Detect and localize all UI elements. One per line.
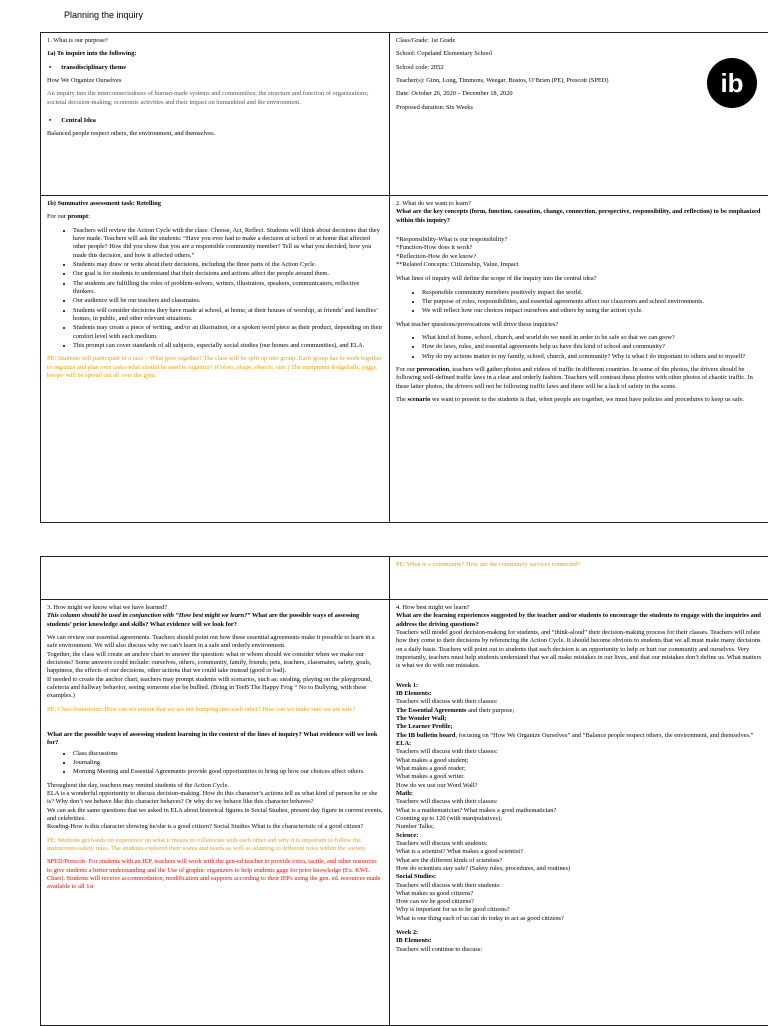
know-p4: Throughout the day, teachers may remind students of the Action Cycle. bbox=[47, 781, 230, 789]
learn-heading: 2. What do we want to learn? bbox=[396, 200, 471, 207]
bulletin-line: The IB bulletin board, focusing on “How We Organize Ourselves” and “Balance people respect others, the environment, and themselves.” bbox=[396, 731, 754, 739]
summative-heading: 1b) Summative assessment task: Retelling bbox=[47, 200, 161, 207]
prompt-line: For our prompt: bbox=[47, 213, 90, 221]
key-concepts-question: What are the key concepts (form, function, causation, change, connection, perspective, responsibility, and reflection) to be emphasized within this inquiry? bbox=[396, 208, 761, 224]
grade-info: Class/Grade: 1st Grade bbox=[396, 37, 456, 44]
scenario-paragraph: The scenario we want to present to the students is that, when people are together, we must have policies and procedures to keep us safe. bbox=[396, 395, 745, 403]
know-p6: We can ask the same questions that we asked in ELA about historical figures in Social Studies, present day figure in current events, and celebrities. bbox=[47, 806, 383, 822]
school-code: School code: 2052 bbox=[396, 63, 444, 71]
list-item: What is one thing each of us can do today to act as good citizens? bbox=[396, 914, 564, 922]
list-item: • Journaling bbox=[73, 759, 383, 767]
list-item: • Students will consider decisions they have made at school, at home, at their houses of worship, at friends’ and families’ homes, in public, and other relevant situations. bbox=[73, 307, 383, 324]
pe-community-note: PE: What is a community? How are the community services connected? bbox=[396, 561, 581, 568]
central-idea: Balanced people respect others, the environment, and themselves. bbox=[47, 130, 216, 138]
date-info: Date: October 26, 2020 – December 18, 2020 bbox=[396, 90, 513, 98]
pe-brainstorm-note: PE: Class brainstorm: How can we ensure that we are not bumping into each other? How can we make sure we are safe? bbox=[47, 705, 356, 713]
list-item: • Why do my actions matter to my family, school, church, and community? Why is what I do important to others and to myself? bbox=[422, 353, 762, 361]
concept-item: *Reflection-How do we know? bbox=[396, 252, 477, 260]
summative-list bbox=[47, 227, 383, 351]
list-item: • Our goal is for students to understand that their decisions and actions affect the people around them. bbox=[73, 270, 383, 278]
ib-logo-text: ib bbox=[720, 68, 744, 98]
list-item: • Class discussions bbox=[73, 750, 383, 758]
discuss-line: Teachers will discuss with their classes: bbox=[396, 698, 498, 706]
wonder-wall-line: The Wonder Wall; bbox=[396, 714, 447, 722]
list-item: Teachers will discuss with their classes: bbox=[396, 798, 498, 806]
list-item: How can we be good citizens? bbox=[396, 898, 474, 906]
ib-elements-label-2: IB Elements: bbox=[396, 937, 432, 945]
list-item: Teachers will discuss with students: bbox=[396, 839, 488, 847]
learn-cell bbox=[390, 196, 768, 522]
best-question: What are the learning experiences suggested by the teacher and/or students to encourage the students to engage with the inquiries and address the driving questions? bbox=[396, 612, 761, 628]
list-item: • Students may create a piece of writing, and/or an illustration, or a spoken word piece as their product, depending on their comfort level with each medium. bbox=[73, 324, 383, 341]
list-item: Why is important for us to be good citizens? bbox=[396, 906, 510, 914]
essential-agreements-line: The Essential Agreements and their purpose; bbox=[396, 706, 515, 714]
list-item: • What kind of home, school, church, and world do we need in order to be safe so that we can grow? bbox=[422, 334, 762, 342]
list-item: Counting up to 120 (with manipulatives); bbox=[396, 814, 502, 822]
list-item: What makes us good citizens? bbox=[396, 889, 474, 897]
week1-label: Week 1: bbox=[396, 681, 419, 689]
best-heading: 4. How best might we learn? bbox=[396, 604, 470, 611]
purpose-heading: 1. What is our purpose? bbox=[47, 37, 108, 44]
know-p1: We can review our essential agreements. Teachers should point out how these essential agreements make it possible to learn in a safe environment. We will also discuss why we can’t learn in a safe and orderly environment. bbox=[47, 633, 375, 650]
duration-info: Proposed duration: Six Weeks bbox=[396, 103, 473, 111]
sped-note: SPED/Prescott- For students with an IEP, teachers will work with the gen-ed teacher to provide extra, tactile, and other resources to give students a better understanding and the Use of graphic organizers to help students gage for prior knowledge (Ex. KWL Chart). Students will receive accommodation, modification and supports according to their IEPs using the gen. ed. resources made available to all 1st bbox=[47, 858, 381, 891]
list-item: What makes a good reader; bbox=[396, 764, 466, 772]
science-label: Science: bbox=[396, 831, 419, 839]
list-item: What is a scientist? What makes a good scientist? bbox=[396, 848, 523, 856]
theme-description: An inquiry into the interconnectedness of human-made systems and communities; the structure and function of organizations; societal decision-making; economic activities and their impact on humankind and the environment. bbox=[47, 90, 369, 106]
list-item: Teachers will discuss with their classes: bbox=[396, 748, 498, 756]
planner-table-bottom bbox=[40, 556, 768, 1026]
list-item: What makes a good student; bbox=[396, 756, 469, 764]
concept-item: *Responsibility-What is our responsibility? bbox=[396, 235, 508, 243]
learner-profile-line: The Learner Profile; bbox=[396, 723, 453, 731]
list-item: • Students may draw or write about their decisions, including the three parts of the Action Cycle. bbox=[73, 261, 383, 269]
purpose-subheading: 1a) To inquire into the following: bbox=[47, 50, 137, 58]
know-intro: This column should be used in conjunction with “How best might we learn?” What are the possible ways of assessing students’ prior knowledge and skills? What evidence will we look for? bbox=[47, 612, 360, 628]
lines-list bbox=[396, 289, 762, 316]
purpose-cell bbox=[41, 33, 389, 195]
teacher-questions-label: What teacher questions/provocations will drive these inquiries? bbox=[396, 320, 559, 328]
planner-table-top bbox=[40, 32, 768, 523]
concept-item: **Related Concepts: Citizenship, Value, Impact bbox=[396, 260, 519, 268]
blank-cell bbox=[41, 557, 389, 599]
info-cell bbox=[390, 33, 768, 195]
list-item: How do we use our Word Wall? bbox=[396, 781, 478, 789]
continue-line: Teachers will continue to discuss: bbox=[396, 945, 483, 953]
know-p2: Together, the class will create an anchor chart to answer the question: what or whom should we consider when we make our decisions? Some answers could include: ourselves, others, community, family, friends, pets, teachers, classmates, safety, goals, happiness, the effects of our decisions, other actions that we could take instead (good or bad). bbox=[47, 650, 372, 675]
ela-label: ELA: bbox=[396, 739, 412, 747]
list-item: Teachers will discuss with their students: bbox=[396, 881, 501, 889]
best-cell bbox=[390, 600, 768, 1025]
best-intro: Teachers will model good decision-making for students, and “think-aloud” their decision-making process for their classes. Teachers will relate how they come to their decisions by referencing the Action Cycle. It should become obvious to students that we all must make many decisions on a daily basis. Teachers will point out to students that each decision is an opportunity to help or hurt our community and ourselves. Very importantly, teachers must help students understand that we all make mistakes in our lives, and that our mistakes don’t define us. What matters is what we do with our mistakes. bbox=[396, 628, 762, 670]
math-label: Math: bbox=[396, 789, 414, 797]
lines-question: What lines of inquiry will define the scope of the inquiry into the central idea? bbox=[396, 275, 597, 283]
concept-item: *Function-How does it work? bbox=[396, 244, 473, 252]
list-item: What is a mathematician? What makes a good mathematician? bbox=[396, 806, 557, 814]
list-item: • The students are fulfilling the roles of problem-solvers, writers, illustrators, speakers, communicators, reflective thinkers. bbox=[73, 280, 383, 297]
list-item: • We will reflect how our choices impact ourselves and others by using the action cycle. bbox=[422, 307, 762, 315]
list-item: • The purpose of roles, responsibilities, and essential agreements affect our classroom and school environments. bbox=[422, 298, 762, 306]
list-item: • How do laws, rules, and essential agreements help us have this kind of school and community? bbox=[422, 343, 762, 351]
assess-question: What are the possible ways of assessing student learning in the context of the lines of inquiry? What evidence will we look for? bbox=[47, 730, 378, 747]
provocation-paragraph: For our provocation, teachers will gather photos and videos of traffic in different countries. In some of the photos, the drivers should be following well-defined traffic laws in a clear and orderly fashion. Teachers will contrast these photos with other photos of chaotic traffic. In these latter photos, the drivers will not be following traffic laws and there will be a lack of safety in the scene. bbox=[396, 365, 753, 390]
list-item: How do scientists stay safe? (Safety rules, procedures, and routines) bbox=[396, 864, 571, 872]
list-item: What makes a good writer. bbox=[396, 773, 465, 781]
teachers-info: Teacher(s): Ginn, Long, Timmons, Weegar, Bustos, O’Brien (PE), Prescott (SPED) bbox=[396, 76, 609, 84]
summative-cell bbox=[41, 196, 389, 522]
know-cell bbox=[41, 600, 389, 1025]
week2-label: Week 2: bbox=[396, 929, 419, 937]
list-item: • Responsible community members positively impact the world. bbox=[422, 289, 762, 297]
ib-elements-label: IB Elements: bbox=[396, 689, 432, 697]
list-item: • Teachers will review the Action Cycle with the class: Choose, Act, Reflect. Students will think about decisions that they have made. Teachers will ask the students: “Have you ever had to make a decision at school or at home that affected other people? How did you show that you are a responsible community member? Tell us what you decided, how you made this decision, and how it affected others.” bbox=[73, 227, 383, 260]
pe-hands-note: PE: Students get hands on experience on what it means to collaborate with each other and why it is important to follow the instructions/safety rules. The students explored their wants and needs as well as adapting to different roles within the society. bbox=[47, 836, 367, 852]
know-p3: If needed to create the anchor chart, teachers may prompt students with scenarios, such as: stealing, playing on the playground, cafeteria and hallway behavior, seeing someone else be bullied. (Bring in TeeB The Happy Frog “ No to Bullying, with these examples.) bbox=[47, 675, 372, 700]
list-item: • Our audience will be our teachers and classmates. bbox=[73, 297, 383, 305]
list-item: • Morning Meeting and Essential Agreements provide good opportunities to bring up how our choices affect others. bbox=[73, 768, 383, 776]
know-p7: Reading-How is this character showing he/she is a good citizen? Social Studies What is the characteristic of a good citizen? bbox=[47, 823, 364, 831]
pe-race-note: PE: Students will participate in a race – What goes together? The class will be split up into group: Each group has to work together to organize and plan own tasks-what should be used to organize? (Colors, shape, objects, size.) The equipment dodgeballs, piggy, hoops- will be spread out all over the gym. bbox=[47, 355, 382, 379]
school-info: School: Copeland Elementary School bbox=[396, 50, 493, 58]
ib-logo bbox=[706, 57, 758, 109]
concepts-list bbox=[396, 236, 762, 269]
theme-name: How We Organize Ourselves bbox=[47, 76, 122, 84]
teacher-questions-list bbox=[396, 334, 762, 361]
social-studies-label: Social Studies: bbox=[396, 873, 436, 881]
central-idea-label: • Central Idea bbox=[47, 117, 383, 125]
theme-label: • transdisciplinary theme bbox=[47, 64, 383, 72]
page-header: Planning the inquiry bbox=[64, 10, 144, 20]
list-item: • This prompt can cover standards of all subjects, especially social studies (our homes and communities), and ELA. bbox=[73, 342, 383, 350]
list-item: What are the different kinds of scientists? bbox=[396, 856, 503, 864]
know-p5: ELA is a wonderful opportunity to discuss decision-making. How do this character’s actions tell us what kind of person he or she is? Why don’t we behave like this character behaves? Or why do we behave like this character behaves? bbox=[47, 789, 378, 806]
list-item: Number Talks; bbox=[396, 823, 434, 831]
know-heading: 3. How might we know what we have learned? bbox=[47, 604, 168, 611]
assess-list bbox=[47, 750, 383, 777]
pe-community-cell bbox=[390, 557, 768, 599]
